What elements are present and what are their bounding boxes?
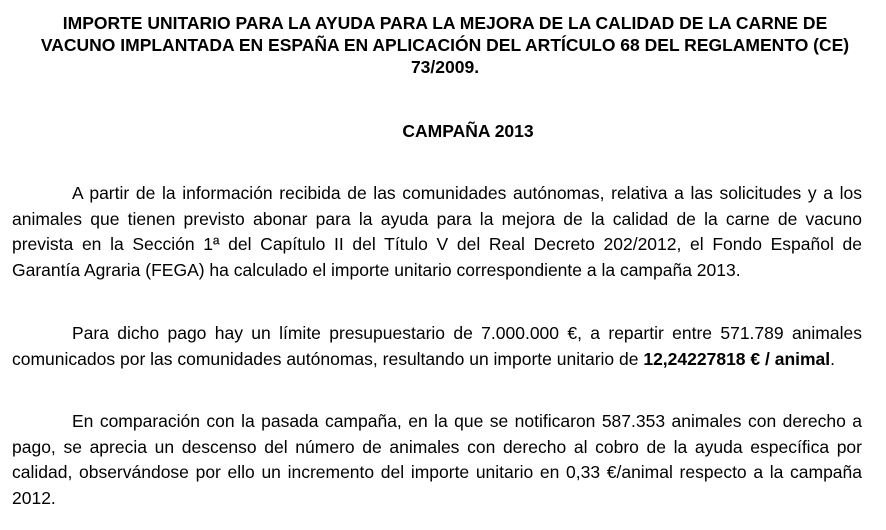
paragraph-budget — [12, 321, 862, 372]
campaign-heading: CAMPAÑA 2013 — [402, 121, 534, 141]
document-title: IMPORTE UNITARIO PARA LA AYUDA PARA LA MEJORA DE LA CALIDAD DE LA CARNE DE VACUNO IMPLANTADA EN ESPAÑA EN APLICACIÓN DEL ARTÍCULO 68 DEL REGLAMENTO (CE) 73/2009. — [40, 13, 850, 77]
paragraph-budget-end: . — [830, 348, 836, 369]
paragraph-budget-text: Para dicho pago hay un límite presupuestario de 7.000.000 €, a repartir entre 571.789 animales comunicados por las comunidades autónomas, resultando un importe unitario de — [12, 323, 862, 369]
paragraph-intro: A partir de la información recibida de las comunidades autónomas, relativa a las solicitudes y a los animales que tienen previsto abonar para la ayuda para la mejora de la calidad de la carne de vacuno prevista en la Sección 1ª del Capítulo II del Título V del Real Decreto 202/2012, el Fondo Español de Garantía Agraria (FEGA) ha calculado el importe unitario correspondiente a la campaña 2013. — [12, 183, 862, 280]
paragraph-comparison: En comparación con la pasada campaña, en la que se notificaron 587.353 animales con derecho a pago, se aprecia un descenso del número de animales con derecho al cobro de la ayuda específica por calidad, observándose por ello un incremento del importe unitario en 0,33 €/animal respecto a la campaña 2012. — [12, 411, 862, 508]
unit-amount: 12,24227818 € / animal — [643, 348, 831, 369]
